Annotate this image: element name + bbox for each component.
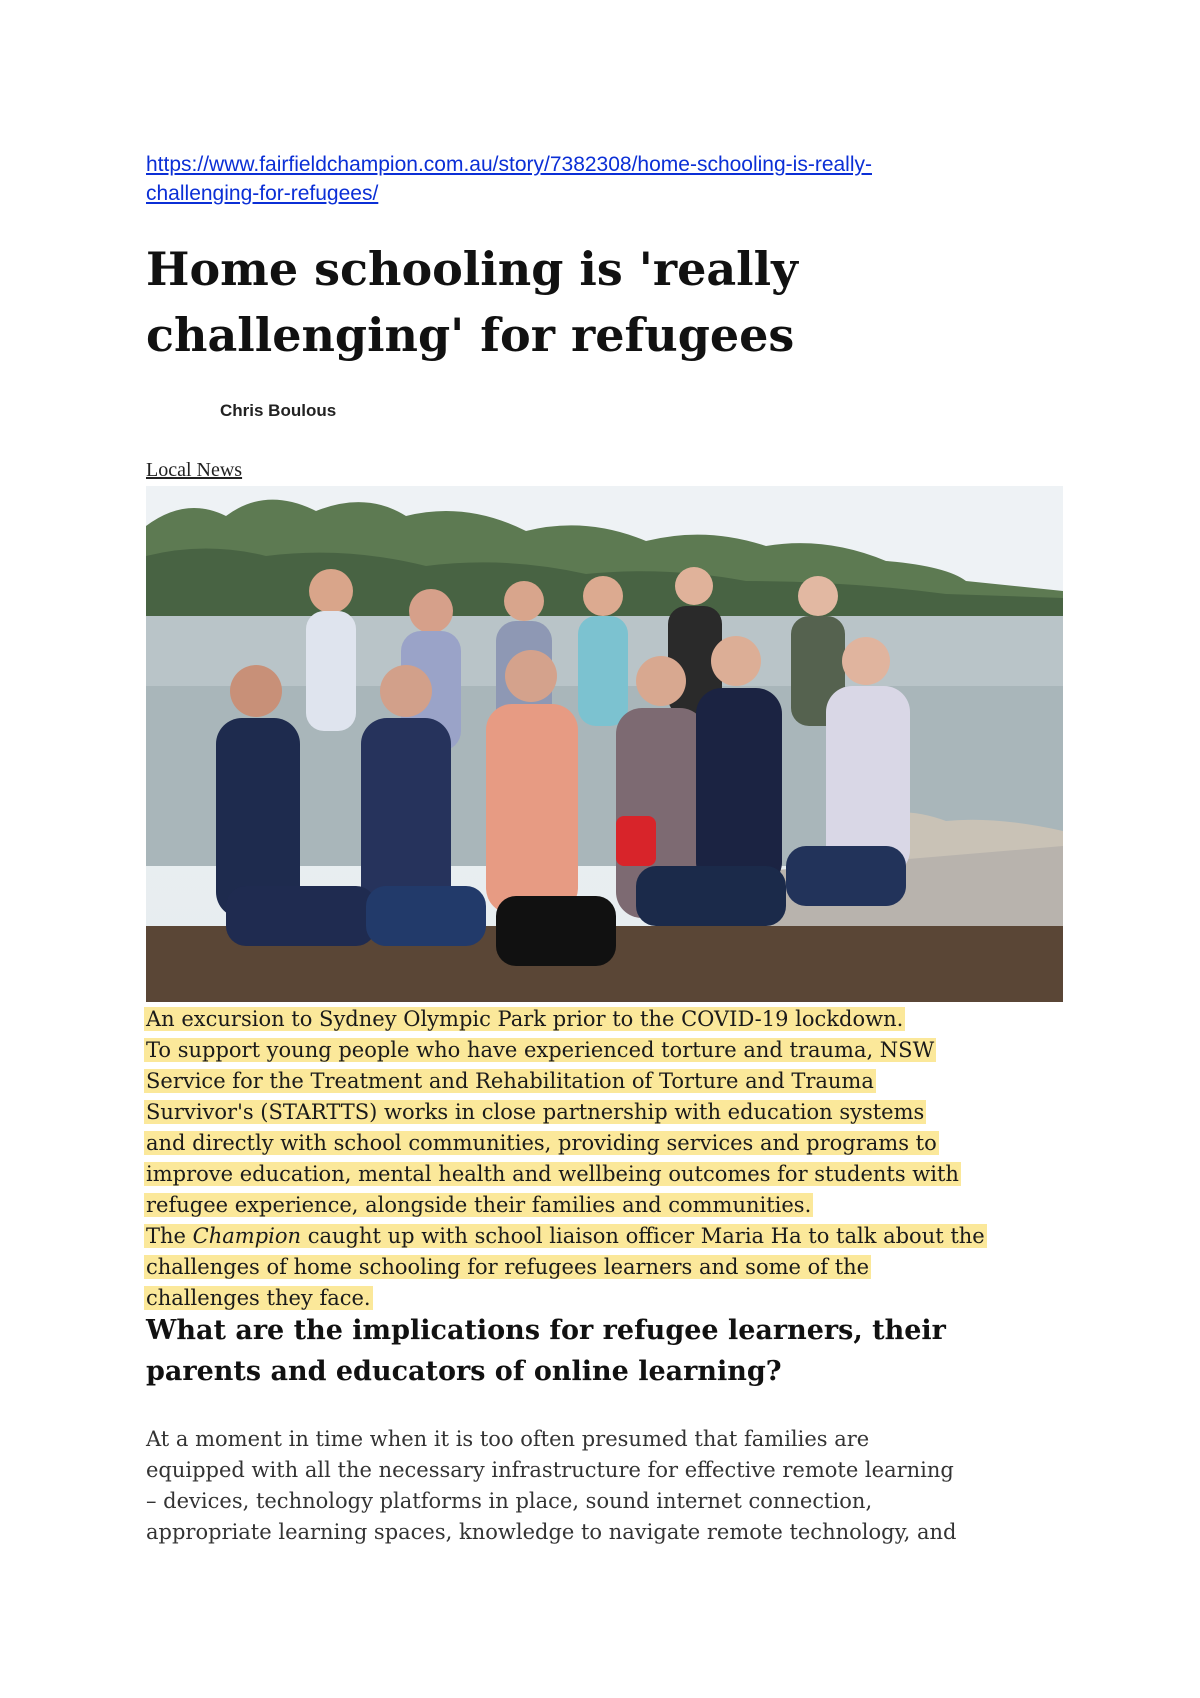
source-url-link[interactable]: [146, 150, 1046, 208]
interview-intro-rest: caught up with school liaison officer Maria Ha to talk about the: [307, 1224, 985, 1248]
source-url-line-2[interactable]: challenging-for-refugees/: [146, 182, 379, 205]
interview-intro-line: challenges of home schooling for refugees learners and some of the: [146, 1255, 870, 1279]
article-photo: [146, 486, 1063, 1002]
article-title-line-2: challenging' for refugees: [146, 308, 795, 362]
body-line: equipped with all the necessary infrastructure for effective remote learning: [146, 1458, 954, 1482]
section-subheading: [146, 1310, 1066, 1392]
intro-para-line: To support young people who have experienced torture and trauma, NSW: [146, 1038, 935, 1062]
intro-para-line: Service for the Treatment and Rehabilitation of Torture and Trauma: [146, 1069, 874, 1093]
interview-intro-line: [144, 1224, 987, 1248]
intro-para-line: improve education, mental health and wellbeing outcomes for students with: [146, 1162, 959, 1186]
body-paragraph: [146, 1424, 1076, 1548]
article-title: [146, 236, 1046, 368]
author-name: Chris Boulous: [220, 401, 337, 420]
interview-intro-pre: The: [146, 1224, 186, 1248]
subheading-line-2: parents and educators of online learning?: [146, 1356, 782, 1387]
body-line: – devices, technology platforms in place, sound internet connection,: [146, 1489, 873, 1513]
subheading-line-1: What are the implications for refugee learners, their: [146, 1315, 946, 1346]
intro-para-line: and directly with school communities, providing services and programs to: [146, 1131, 937, 1155]
section-link-local-news[interactable]: Local News: [146, 459, 243, 481]
body-line: At a moment in time when it is too often presumed that families are: [146, 1427, 870, 1451]
highlighted-intro: [144, 1004, 1074, 1314]
interview-intro-line: challenges they face.: [146, 1286, 371, 1310]
photo-caption: An excursion to Sydney Olympic Park prior to the COVID-19 lockdown.: [146, 1007, 904, 1031]
group-photo-illustration: [146, 486, 1063, 1002]
publication-name: Champion: [192, 1224, 302, 1248]
body-line: appropriate learning spaces, knowledge to navigate remote technology, and: [146, 1520, 957, 1544]
source-url-line-1[interactable]: https://www.fairfieldchampion.com.au/story/7382308/home-schooling-is-really-: [146, 153, 872, 176]
intro-para-line: Survivor's (STARTTS) works in close partnership with education systems: [146, 1100, 925, 1124]
article-title-line-1: Home schooling is 'really: [146, 242, 798, 296]
intro-para-line: refugee experience, alongside their families and communities.: [146, 1193, 812, 1217]
